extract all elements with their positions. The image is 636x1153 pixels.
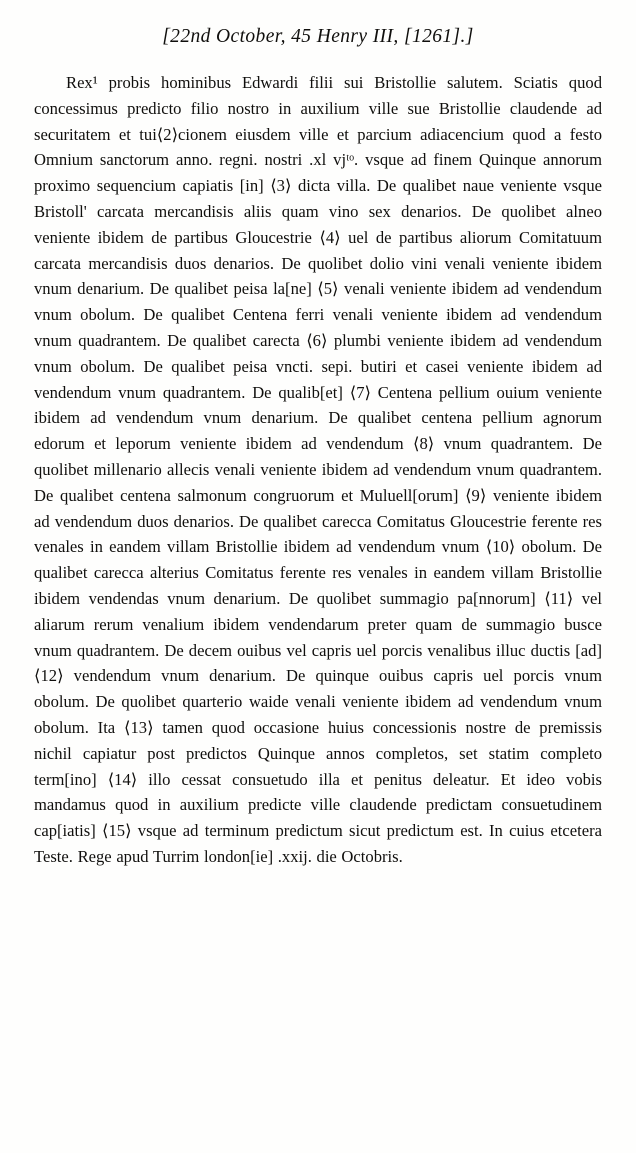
document-page <box>0 26 636 1153</box>
document-body <box>34 70 602 870</box>
document-paragraph: Rex¹ probis hominibus Edwardi filii sui Bristollie salutem. Sciatis quod concessimus predicto filio nostro in auxilium ville sue Bristollie claudende ad securitatem et tui⟨2⟩cionem eiusdem ville et parcium adiacencium quod a festo Omnium sanctorum anno. regni. nostri .xl vjᵗᵒ. vsque ad finem Quinque annorum proximo sequencium capiatis [in] ⟨3⟩ dicta villa. De qualibet naue veniente vsque Bristoll' carcata mercandisis aliis quam vino sex denarios. De quolibet alneo veniente ibidem de partibus Gloucestrie ⟨4⟩ uel de partibus aliorum Comitatuum carcata mercandisis duos denarios. De quolibet dolio vini venali veniente ibidem vnum denarium. De qualibet peisa la[ne] ⟨5⟩ venali veniente ibidem ad vendendum vnum obolum. De qualibet Centena ferri venali veniente ibidem ad vendendum vnum quadrantem. De qualibet carecta ⟨6⟩ plumbi veniente ibidem ad vendendum vnum obolum. De qualibet peisa vncti. sepi. butiri et casei veniente ibidem ad vendendum vnum quadrantem. De qualib[et] ⟨7⟩ Centena pellium ouium veniente ibidem ad vendendum vnum denarium. De qualibet centena pellium agnorum edorum et leporum veniente ibidem ad vendendum ⟨8⟩ vnum quadrantem. De quolibet millenario allecis venali veniente ibidem ad vendendum vnum quadrantem. De qualibet centena salmonum congruorum et Muluell[orum] ⟨9⟩ veniente ibidem ad vendendum duos denarios. De qualibet carecca Comitatus Gloucestrie ferente res venales in eandem villam Bristollie ibidem ad vendendum vnum ⟨10⟩ obolum. De qualibet carecca alterius Comitatus ferente res venales in eandem villam Bristollie ibidem vendendas vnum denarium. De quolibet summagio pa[nnorum] ⟨11⟩ vel aliarum rerum venalium ibidem vendendarum preter quam de summagio busce vnum quadrantem. De decem ouibus vel capris uel porcis venalibus illuc ductis [ad] ⟨12⟩ vendendum vnum denarium. De quinque ouibus capris uel porcis vnum obolum. De quolibet quarterio waide venali veniente ibidem ad vendendum vnum obolum. Ita ⟨13⟩ tamen quod occasione huius concessionis nostre de premissis nichil capiatur post predictos Quinque annos completos, set statim completo term[ino] ⟨14⟩ illo cessat consuetudo illa et penitus deleatur. Et ideo vobis mandamus quod in auxilium predicte ville claudende predictam consuetudinem cap[iatis] ⟨15⟩ vsque ad terminum predictum sicut predictum est. In cuius etcetera Teste. Rege apud Turrim london[ie] .xxij. die Octobris. <box>34 73 602 866</box>
document-heading: [22nd October, 45 Henry III, [1261].] <box>162 26 474 47</box>
